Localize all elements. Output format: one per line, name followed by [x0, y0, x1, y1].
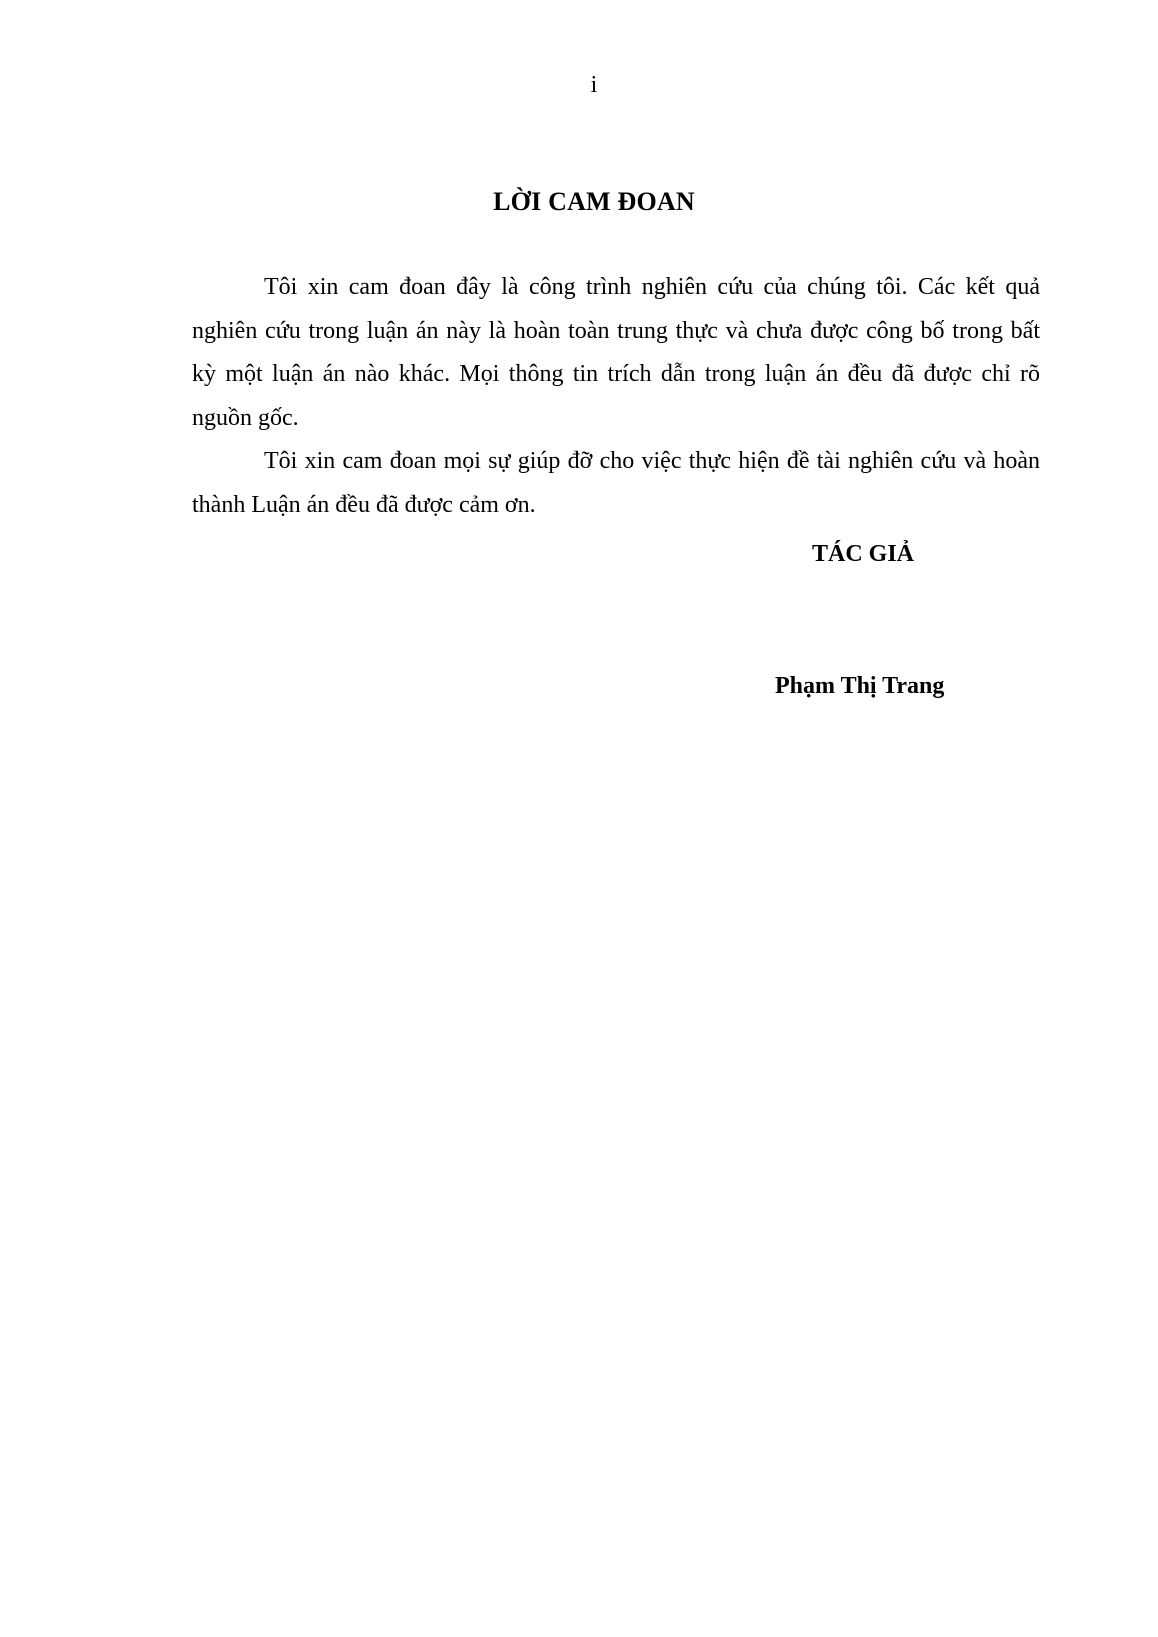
declaration-paragraph-2: Tôi xin cam đoan mọi sự giúp đỡ cho việc thực hiện đề tài nghiên cứu và hoàn thành Luận án đều đã được cảm ơn.: [192, 448, 1040, 518]
declaration-body: [192, 266, 1040, 527]
declaration-paragraph-1: Tôi xin cam đoan đây là công trình nghiên cứu của chúng tôi. Các kết quả nghiên cứu trong luận án này là hoàn toàn trung thực và chưa được công bố trong bất kỳ một luận án nào khác. Mọi thông tin trích dẫn trong luận án đều đã được chỉ rõ nguồn gốc.: [192, 274, 1040, 431]
author-label: TÁC GIẢ: [812, 541, 915, 567]
page-title: LỜI CAM ĐOAN: [493, 187, 695, 216]
page-number: i: [590, 72, 598, 98]
author-name: Phạm Thị Trang: [775, 673, 945, 699]
